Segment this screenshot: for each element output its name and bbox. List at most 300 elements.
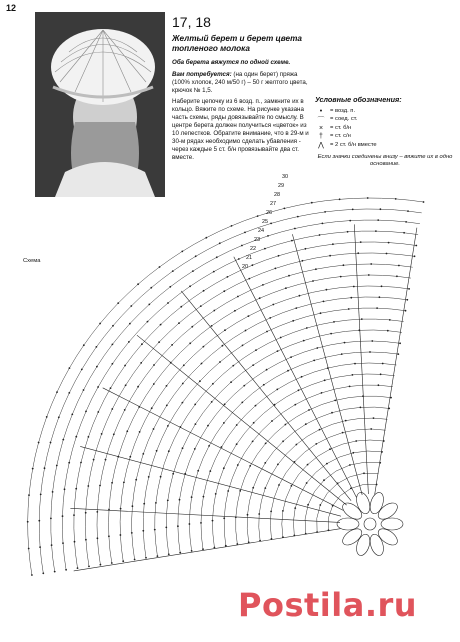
mesh-arc	[189, 352, 398, 551]
chain-dot	[271, 420, 273, 422]
chain-dot	[167, 302, 169, 304]
chain-dot	[50, 518, 52, 520]
chain-dot	[75, 488, 77, 490]
chain-dot	[270, 511, 272, 513]
chain-dot	[406, 299, 408, 301]
chain-dot	[132, 505, 134, 507]
chain-dot	[255, 405, 257, 407]
chain-dot	[330, 333, 332, 335]
chain-dot	[311, 202, 313, 204]
flower-petal	[354, 533, 372, 558]
chain-dot	[284, 208, 286, 210]
chain-dot	[124, 409, 126, 411]
chain-dot	[363, 472, 365, 474]
chain-dot	[97, 537, 99, 539]
chain-dot	[262, 284, 264, 286]
chain-dot	[83, 344, 85, 346]
chain-dot	[216, 256, 218, 258]
chain-dot	[288, 275, 290, 277]
chain-dot	[124, 365, 126, 367]
chain-dot	[180, 306, 182, 308]
chain-dot	[172, 270, 174, 272]
chain-dot	[99, 323, 101, 325]
chain-dot	[167, 425, 169, 427]
chain-dot	[354, 363, 356, 365]
mesh-arc	[270, 429, 385, 539]
chain-dot	[321, 392, 323, 394]
chain-dot	[169, 286, 171, 288]
chain-dot	[349, 464, 351, 466]
chain-dot	[189, 523, 191, 525]
chain-dot	[178, 322, 180, 324]
chain-dot	[308, 409, 310, 411]
chain-dot	[182, 383, 184, 385]
flower-petal	[337, 518, 359, 530]
chain-dot	[87, 485, 89, 487]
chain-dot	[189, 285, 191, 287]
chain-dot	[303, 340, 305, 342]
chain-dot	[99, 485, 101, 487]
chain-dot	[189, 342, 191, 344]
chain-dot	[319, 234, 321, 236]
chain-dot	[242, 345, 244, 347]
mesh-arc	[282, 440, 384, 537]
chain-dot	[65, 569, 67, 571]
chain-dot	[353, 286, 355, 288]
chain-dot	[368, 274, 370, 276]
chain-dot	[97, 411, 99, 413]
chain-dot	[313, 360, 315, 362]
chain-dot	[243, 385, 245, 387]
chain-dot	[97, 386, 99, 388]
chain-dot	[113, 433, 115, 435]
chain-dot	[323, 301, 325, 303]
chain-dot	[201, 363, 203, 365]
chain-dot	[44, 467, 46, 469]
chain-dot	[165, 527, 167, 529]
chain-dot	[145, 557, 147, 559]
mesh-arc	[247, 407, 389, 542]
chain-dot	[75, 436, 77, 438]
legend-item-text: = 2 ст. б/н вместе	[330, 141, 377, 148]
chain-dot	[158, 341, 160, 343]
chain-dot	[141, 343, 143, 345]
chain-dot	[205, 237, 207, 239]
chain-dot	[267, 235, 269, 237]
chain-dot	[42, 572, 44, 574]
chain-dot	[111, 408, 113, 410]
chain-dot	[376, 307, 378, 309]
legend-item-text: = ст. б/н	[330, 124, 352, 131]
legend	[315, 95, 455, 169]
chain-dot	[168, 553, 170, 555]
chain-dot	[191, 496, 193, 498]
chain-dot	[387, 330, 389, 332]
chain-dot	[333, 321, 335, 323]
chain-dot	[315, 443, 317, 445]
chain-dot	[247, 514, 249, 516]
chain-dot	[179, 499, 181, 501]
chain-dot	[397, 353, 399, 355]
row-number: 23	[254, 237, 261, 243]
stitch-column	[375, 228, 417, 495]
chain-dot	[101, 433, 103, 435]
chain-dot	[209, 470, 211, 472]
chain-dot	[263, 384, 265, 386]
materials-label: Вам потребуется:	[172, 71, 232, 79]
chain-dot	[151, 407, 153, 409]
stitch-column	[70, 508, 340, 522]
chain-dot	[166, 385, 168, 387]
chain-dot	[265, 443, 267, 445]
chain-dot	[181, 251, 183, 253]
chain-dot	[227, 276, 229, 278]
chain-dot	[110, 387, 112, 389]
chain-dot	[275, 268, 277, 270]
chain-dot	[123, 482, 125, 484]
flower-centre	[364, 518, 376, 530]
chain-dot	[306, 327, 308, 329]
chain-dot	[224, 329, 226, 331]
chain-dot	[160, 476, 162, 478]
pattern-subtitle: Оба берета вяжутся по одной схеме.	[172, 59, 291, 67]
chain-dot	[112, 344, 114, 346]
chain-dot	[40, 494, 42, 496]
chain-dot	[168, 450, 170, 452]
mesh-arc	[132, 297, 408, 560]
chain-dot	[81, 369, 83, 371]
pattern-number: 17, 18	[172, 14, 211, 30]
chain-dot	[301, 376, 303, 378]
chain-dot	[129, 323, 131, 325]
chain-dot	[405, 310, 407, 312]
chain-dot	[319, 504, 321, 506]
chain-dot	[58, 416, 60, 418]
row-number: 26	[266, 210, 273, 216]
chain-dot	[153, 364, 155, 366]
chain-dot	[375, 230, 377, 232]
chain-dot	[423, 201, 425, 203]
chain-dot	[195, 255, 197, 257]
chain-dot	[349, 220, 351, 222]
chain-dot	[54, 571, 56, 573]
instructions-paragraph: Наберите цепочку из 6 возд. п., замкните их в кольцо. Вяжите по схеме. На рисунке указана часть схемы, ряды довязывайте по смыслу. В центре берета должен получиться «цветок» из 10 лепестков. Обратите внимание, что в 29-м и 30-м рядах необходимо сделать убавления - через каждые 5 ст. б/н провязывайте два ст. вместе.	[172, 98, 309, 161]
mesh-arc	[74, 242, 416, 568]
chain-dot	[130, 305, 132, 307]
chain-dot	[125, 384, 127, 386]
crochet-diagram	[0, 172, 460, 642]
chain-dot	[223, 467, 225, 469]
chain-dot	[194, 448, 196, 450]
chain-dot	[326, 289, 328, 291]
chain-dot	[388, 242, 390, 244]
chain-dot	[212, 383, 214, 385]
chain-dot	[182, 447, 184, 449]
chain-dot	[350, 297, 352, 299]
flower-petal	[381, 518, 403, 530]
chain-dot	[214, 547, 216, 549]
chain-dot	[296, 444, 298, 446]
flower-petal	[354, 491, 372, 516]
chain-dot	[134, 559, 136, 561]
chain-dot	[172, 473, 174, 475]
chain-dot	[252, 364, 254, 366]
chain-dot	[307, 464, 309, 466]
chain-dot	[38, 520, 40, 522]
pattern-title: Желтый берет и берет цвета топленого молока	[172, 33, 302, 53]
chain-dot	[367, 197, 369, 199]
chain-dot	[211, 401, 213, 403]
mesh-arc	[155, 319, 404, 556]
chain-dot	[62, 439, 64, 441]
stitch-columns	[70, 224, 417, 571]
mesh-arc	[143, 308, 405, 558]
chain-dot	[221, 446, 223, 448]
chain-dot	[224, 403, 226, 405]
chain-dot	[183, 364, 185, 366]
chain-dot	[297, 216, 299, 218]
chain-dot	[379, 296, 381, 298]
chain-dot	[302, 260, 304, 262]
chain-dot	[277, 350, 279, 352]
chain-dot	[88, 566, 90, 568]
chain-dot	[148, 304, 150, 306]
single-crochet-icon: ×	[318, 124, 324, 132]
chain-dot	[345, 420, 347, 422]
chain-dot	[324, 211, 326, 213]
chain-dot	[342, 432, 344, 434]
chain-dot	[395, 198, 397, 200]
chain-dot	[341, 353, 343, 355]
chain-dot	[96, 346, 98, 348]
center-flower	[337, 491, 403, 557]
chain-dot	[396, 275, 398, 277]
chain-dot	[111, 482, 113, 484]
chain-dot	[403, 232, 405, 234]
chain-dot	[276, 389, 278, 391]
chain-dot	[291, 240, 293, 242]
chain-dot	[194, 404, 196, 406]
chain-dot	[223, 517, 225, 519]
chain-dot	[73, 514, 75, 516]
chain-dot	[32, 468, 34, 470]
chain-dot	[382, 363, 384, 365]
chain-dot	[264, 487, 266, 489]
chain-dot	[171, 344, 173, 346]
chain-dot	[27, 521, 29, 523]
mesh-arc	[213, 374, 395, 548]
chain-dot	[381, 285, 383, 287]
chain-dot	[199, 380, 201, 382]
chain-dot	[266, 331, 268, 333]
chain-dot	[142, 530, 144, 532]
chain-dot	[207, 425, 209, 427]
chain-dot	[269, 317, 271, 319]
chain-dot	[120, 508, 122, 510]
chain-dot	[312, 280, 314, 282]
chain-dot	[307, 504, 309, 506]
chain-stitch-icon: •	[319, 108, 323, 116]
chain-dot	[355, 440, 357, 442]
chain-dot	[39, 546, 41, 548]
chain-dot	[234, 310, 236, 312]
chain-dot	[305, 248, 307, 250]
stitch-column	[137, 335, 347, 505]
chain-dot	[219, 242, 221, 244]
chain-dot	[231, 225, 233, 227]
chain-dot	[398, 265, 400, 267]
chain-dot	[195, 423, 197, 425]
chain-dot	[56, 391, 58, 393]
chain-dot	[294, 404, 296, 406]
chain-dot	[128, 341, 130, 343]
chain-dot	[323, 479, 325, 481]
chain-dot	[137, 283, 139, 285]
chain-dot	[160, 324, 162, 326]
chain-dot	[137, 386, 139, 388]
stitch-column	[354, 224, 368, 494]
chain-dot	[28, 494, 30, 496]
chain-dot	[213, 271, 215, 273]
chain-dot	[120, 534, 122, 536]
materials-text: (на один берет) пряжа (100% хлопок, 240 м/50 г) – 50 г желтого цвета, крючок № 1,5.	[172, 71, 308, 95]
chain-dot	[278, 484, 280, 486]
chain-dot	[405, 221, 407, 223]
chain-dot	[361, 318, 363, 320]
chain-dot	[415, 245, 417, 247]
chain-dot	[253, 422, 255, 424]
chain-dot	[292, 320, 294, 322]
chain-dot	[389, 319, 391, 321]
chain-dot	[329, 448, 331, 450]
chain-dot	[373, 417, 375, 419]
chain-dot	[219, 361, 221, 363]
chain-dot	[257, 215, 259, 217]
chain-dot	[150, 287, 152, 289]
chain-dot	[290, 356, 292, 358]
mesh-arc	[329, 485, 377, 531]
chain-dot	[68, 462, 70, 464]
chain-dot	[266, 369, 268, 371]
chain-dot	[211, 325, 213, 327]
chain-dot	[270, 223, 272, 225]
scheme-label: Схема	[23, 258, 41, 264]
chain-dot	[159, 266, 161, 268]
chain-dot	[272, 304, 274, 306]
chain-dot	[140, 362, 142, 364]
chain-dot	[64, 488, 66, 490]
chain-dot	[331, 412, 333, 414]
chain-dot	[156, 450, 158, 452]
mesh-arc	[28, 198, 424, 575]
chain-dot	[378, 384, 380, 386]
chain-dot	[414, 255, 416, 257]
row-numbers	[242, 174, 288, 270]
chain-dot	[299, 295, 301, 297]
decrease-icon: ⋀	[318, 141, 324, 149]
mesh-arc	[178, 341, 400, 553]
mesh-arc	[39, 209, 421, 573]
legend-item	[315, 141, 455, 149]
legend-item	[315, 125, 455, 133]
chain-dot	[96, 511, 98, 513]
chain-dot	[237, 296, 239, 298]
chain-dot	[399, 342, 401, 344]
chain-dot	[294, 228, 296, 230]
chain-dot	[208, 445, 210, 447]
chain-dot	[315, 268, 317, 270]
chain-dot	[46, 416, 48, 418]
chain-dot	[147, 321, 149, 323]
chain-dot	[278, 255, 280, 257]
chain-dot	[264, 248, 266, 250]
chain-dot	[213, 310, 215, 312]
chain-dot	[282, 440, 284, 442]
chain-dot	[285, 287, 287, 289]
chain-dot	[203, 290, 205, 292]
chain-dot	[294, 507, 296, 509]
chain-dot	[51, 544, 53, 546]
chain-dot	[108, 535, 110, 537]
mesh-arc	[293, 451, 382, 535]
chain-dot	[277, 464, 279, 466]
chain-dot	[408, 288, 410, 290]
row-number: 29	[278, 183, 285, 189]
chain-dot	[28, 548, 30, 550]
chain-dot	[155, 502, 157, 504]
chain-dot	[347, 231, 349, 233]
chain-dot	[252, 487, 254, 489]
chain-dot	[287, 370, 289, 372]
chain-dot	[157, 555, 159, 557]
chain-dot	[236, 443, 238, 445]
chain-dot	[202, 548, 204, 550]
double-crochet-icon: †	[319, 133, 323, 141]
materials-paragraph	[172, 71, 312, 95]
chain-dot	[191, 326, 193, 328]
row-number: 27	[270, 201, 277, 207]
legend-item	[315, 116, 455, 124]
chain-dot	[305, 423, 307, 425]
row-number: 30	[282, 174, 289, 180]
row-number: 28	[274, 192, 281, 198]
chain-dot	[112, 363, 114, 365]
chain-dot	[38, 442, 40, 444]
chain-dot	[200, 522, 202, 524]
chain-dot	[291, 485, 293, 487]
chain-dot	[85, 539, 87, 541]
chain-dot	[371, 340, 373, 342]
chain-dot	[122, 560, 124, 562]
chain-dot	[370, 428, 372, 430]
legend-item	[315, 133, 455, 141]
chain-dot	[285, 424, 287, 426]
chain-dot	[93, 459, 95, 461]
chain-dot	[298, 389, 300, 391]
chain-dot	[50, 442, 52, 444]
chain-dot	[200, 305, 202, 307]
chain-dot	[255, 349, 257, 351]
chain-dot	[369, 351, 371, 353]
legend-note: Если значки соединены внизу – вяжите их в одно основание.	[317, 153, 453, 168]
chain-dot	[80, 462, 82, 464]
chain-dot	[232, 365, 234, 367]
chain-dot	[407, 210, 409, 212]
chain-dot	[306, 482, 308, 484]
row-number: 24	[258, 228, 265, 234]
description-column	[172, 14, 312, 165]
chain-dot	[343, 264, 345, 266]
